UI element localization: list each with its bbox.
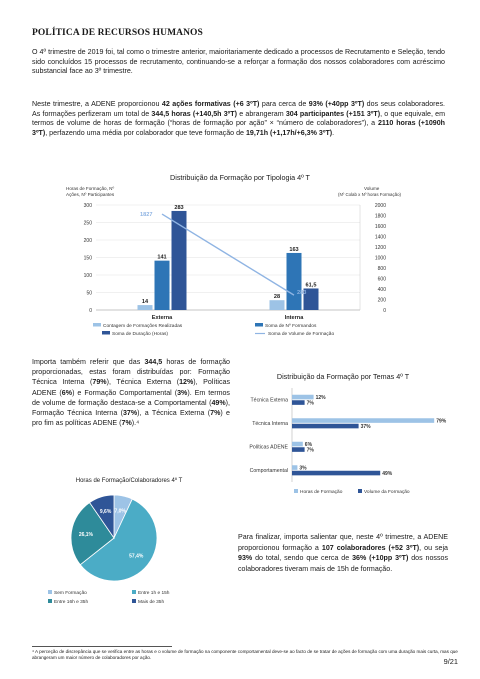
bold-run: 7% bbox=[210, 409, 221, 418]
y2-tick-label: 200 bbox=[377, 297, 386, 304]
bar bbox=[292, 442, 303, 447]
legend-label: Entre 1h e 15h bbox=[138, 591, 170, 596]
text-run: , ou seja bbox=[419, 543, 449, 552]
legend-label: Horas de Formação bbox=[300, 490, 343, 495]
pie-data-label: 7,0% bbox=[114, 508, 126, 515]
bar bbox=[270, 300, 285, 310]
bar bbox=[292, 400, 305, 405]
footnote-divider bbox=[32, 646, 172, 647]
section-heading: POLÍTICA DE RECURSOS HUMANOS bbox=[32, 28, 203, 38]
bold-run: 3% bbox=[177, 388, 188, 397]
bold-run: 6% bbox=[61, 388, 73, 397]
legend-label: Entre 16h e 35h bbox=[54, 600, 89, 605]
y-tick-label: 200 bbox=[83, 238, 92, 244]
bold-run: 2110 horas (+1090h 3ºT) bbox=[32, 119, 445, 137]
bold-run: 37% bbox=[122, 409, 138, 418]
line-data-label: 283 bbox=[297, 290, 307, 297]
chart-title-tipologia: Distribuição da Formação por Tipologia 4º T bbox=[170, 173, 310, 182]
x-tick-label: Externa bbox=[151, 315, 173, 321]
chart-title-horas-colaboradores: Horas de Formação/Colaboradores 4º T bbox=[75, 478, 183, 484]
paragraph-conclusion bbox=[238, 532, 448, 574]
text-run: Importa também referir que das bbox=[32, 358, 145, 366]
page-number: 9/21 bbox=[443, 657, 458, 666]
bar-data-label: 28 bbox=[273, 294, 281, 301]
category-label: Técnica Externa bbox=[250, 397, 288, 404]
text-run: ). Em termos de volume de formação destaca-se a Comportamental ( bbox=[32, 388, 230, 407]
paragraph-distribution bbox=[32, 357, 230, 428]
text-run: Neste trimestre, a ADENE proporcionou bbox=[32, 100, 162, 108]
text-run: Para finalizar, importa salientar que, neste 4º trimestre, a ADENE proporcionou formação a bbox=[238, 533, 448, 552]
text-run: ) e Formação Comportamental ( bbox=[72, 388, 178, 397]
bar-data-label: 14 bbox=[141, 299, 149, 306]
bar bbox=[292, 424, 359, 429]
legend-swatch bbox=[294, 489, 298, 493]
bar bbox=[155, 261, 170, 310]
y-axis-label-right: Volume bbox=[364, 186, 380, 191]
y2-tick-label: 1000 bbox=[374, 255, 386, 262]
legend-swatch bbox=[132, 590, 136, 594]
chart-temas bbox=[236, 382, 460, 502]
bold-run: 344,5 bbox=[144, 358, 163, 366]
bold-run: 93% (+40pp 3ºT) bbox=[308, 100, 365, 108]
text-run: . bbox=[332, 128, 335, 137]
y2-tick-label: 2000 bbox=[374, 203, 386, 209]
pie-data-label: 26,1% bbox=[78, 531, 94, 538]
pie-data-label: 9,6% bbox=[99, 508, 112, 515]
y-tick-label: 0 bbox=[89, 308, 92, 314]
bar-data-label: 61,5 bbox=[305, 282, 317, 289]
bar-data-label: 49% bbox=[382, 470, 393, 477]
bar-data-label: 3% bbox=[299, 465, 307, 472]
y-axis-label-right: (Nº Colab x Nº horas Formação) bbox=[338, 192, 401, 197]
text-run: ), Políticas ADENE ( bbox=[32, 378, 230, 397]
bar-data-label: 141 bbox=[157, 254, 167, 261]
footnote: ⁴ A perceção de discrepância que se verifica entre as horas e o volume de formação na componente comportamental deve-se ao facto de se tratar de ações de formação com uma duração mais curta, mas que abrangeram um maior número de colaboradores por ação. bbox=[32, 649, 458, 660]
bold-run: 344,5 horas (+140,5h 3ºT) bbox=[151, 109, 237, 118]
bar bbox=[287, 253, 302, 310]
text-run: para cerca de bbox=[259, 100, 309, 108]
bold-run: 19,71h (+1,17h/+6,3% 3ºT) bbox=[245, 128, 333, 137]
text-run: ).⁴ bbox=[131, 419, 140, 428]
text-run: dos seus colaboradores. As formações perfizeram um total de bbox=[32, 100, 445, 118]
legend-label: Volume da Formação bbox=[364, 490, 410, 495]
legend-label: Contagem de Formações Realizadas bbox=[103, 324, 183, 329]
bar-data-label: 7% bbox=[306, 447, 314, 454]
legend-label: Soma de Duração (Horas) bbox=[112, 332, 168, 337]
bar-data-label: 79% bbox=[436, 418, 447, 425]
y2-tick-label: 1800 bbox=[374, 213, 386, 220]
bold-run: 79% bbox=[92, 378, 107, 387]
bold-run: 107 colaboradores (+52 3ºT) bbox=[321, 543, 420, 552]
text-run: horas de formação proporcionadas, estas foram distribuídas por: Formação Técnica Interna ( bbox=[32, 358, 231, 387]
legend-label: Soma de Nº Formandos bbox=[265, 324, 317, 329]
category-label: Comportamental bbox=[249, 467, 288, 474]
y-tick-label: 300 bbox=[83, 203, 92, 209]
legend-swatch bbox=[93, 323, 101, 327]
legend-swatch bbox=[132, 599, 136, 603]
y2-tick-label: 1200 bbox=[374, 245, 386, 251]
text-run: ), Técnica Externa ( bbox=[106, 378, 180, 387]
y2-tick-label: 400 bbox=[377, 287, 386, 293]
text-run: do total, sendo que cerca de bbox=[252, 554, 353, 563]
legend-swatch bbox=[48, 599, 52, 603]
paragraph-intro: O 4º trimestre de 2019 foi, tal como o trimestre anterior, maioritariamente dedicado a processos de Recrutamento e Seleção, tendo sido concluídos 15 processos de recrutamento, continuando-se a reforçar a formação dos nossos colaboradores com acréscimo substancial face ao 3º trimestre. bbox=[32, 48, 445, 76]
bold-run: 12% bbox=[179, 378, 194, 387]
text-run: dos nossos colaboradores tiveram mais de 15h de formação. bbox=[238, 554, 449, 573]
legend-swatch bbox=[358, 489, 362, 493]
bar bbox=[292, 471, 380, 476]
bar bbox=[292, 465, 297, 470]
chart-horas-colaboradores bbox=[40, 488, 230, 618]
pie-data-label: 57,4% bbox=[129, 553, 144, 560]
bold-run: 42 ações formativas (+6 3ºT) bbox=[161, 100, 260, 108]
y-axis-label-left: Horas de Formação, Nº bbox=[66, 186, 115, 191]
y-tick-label: 50 bbox=[86, 290, 92, 297]
bar bbox=[138, 305, 153, 310]
legend-swatch bbox=[48, 590, 52, 594]
category-label: Políticas ADENE bbox=[249, 444, 288, 451]
line-data-label: 1827 bbox=[140, 212, 153, 219]
bar bbox=[292, 395, 314, 400]
chart-tipologia bbox=[60, 183, 430, 348]
bold-run: 49% bbox=[211, 398, 226, 407]
y-tick-label: 100 bbox=[83, 273, 92, 279]
bold-run: 93% bbox=[238, 554, 253, 563]
text-run: ), a Técnica Externa ( bbox=[137, 409, 211, 418]
text-run: , perfazendo uma média por colaborador que teve formação de bbox=[45, 128, 246, 137]
y2-tick-label: 600 bbox=[377, 276, 386, 283]
bar bbox=[292, 418, 434, 423]
y2-tick-label: 1400 bbox=[374, 234, 386, 241]
chart-title-temas: Distribuição da Formação por Temas 4º T bbox=[276, 372, 410, 381]
category-label: Técnica Interna bbox=[252, 420, 288, 427]
y-axis-label-left: Ações, Nº Participantes bbox=[66, 192, 115, 197]
bold-run: 304 participantes (+151 3ºT) bbox=[285, 109, 381, 118]
text-run: ) e pro fim as políticas ADENE ( bbox=[32, 409, 231, 428]
bold-run: 36% (+10pp 3ºT) bbox=[352, 554, 409, 563]
legend-swatch bbox=[255, 323, 263, 327]
bar bbox=[292, 447, 305, 452]
bar-data-label: 163 bbox=[289, 246, 299, 253]
text-run: e abrangeram bbox=[236, 109, 286, 118]
legend-label: Mais de 35h bbox=[138, 600, 165, 605]
x-tick-label: Interna bbox=[284, 315, 304, 321]
legend-label: Sem Formação bbox=[54, 591, 87, 596]
text-run: ), Formação Técnica Interna ( bbox=[32, 398, 230, 418]
bar bbox=[172, 211, 187, 310]
legend-swatch bbox=[102, 331, 110, 335]
y2-tick-label: 1600 bbox=[374, 224, 386, 230]
y-tick-label: 250 bbox=[83, 220, 92, 227]
bar-data-label: 7% bbox=[306, 400, 314, 407]
bar-data-label: 6% bbox=[304, 441, 313, 448]
text-run: , o que equivale, em termos de volume de horas de formação (“horas de formação por ação” × “número de colaboradores”), a bbox=[32, 109, 445, 128]
legend-label: Soma de Volume de Formação bbox=[268, 332, 335, 337]
y2-tick-label: 0 bbox=[383, 308, 386, 314]
y-tick-label: 150 bbox=[83, 255, 92, 262]
bar-data-label: 12% bbox=[315, 394, 326, 401]
bar-data-label: 37% bbox=[360, 423, 371, 430]
bar-data-label: 283 bbox=[174, 204, 184, 211]
paragraph-training-summary bbox=[32, 100, 445, 138]
y2-tick-label: 800 bbox=[377, 266, 386, 272]
bold-run: 7% bbox=[121, 419, 132, 428]
